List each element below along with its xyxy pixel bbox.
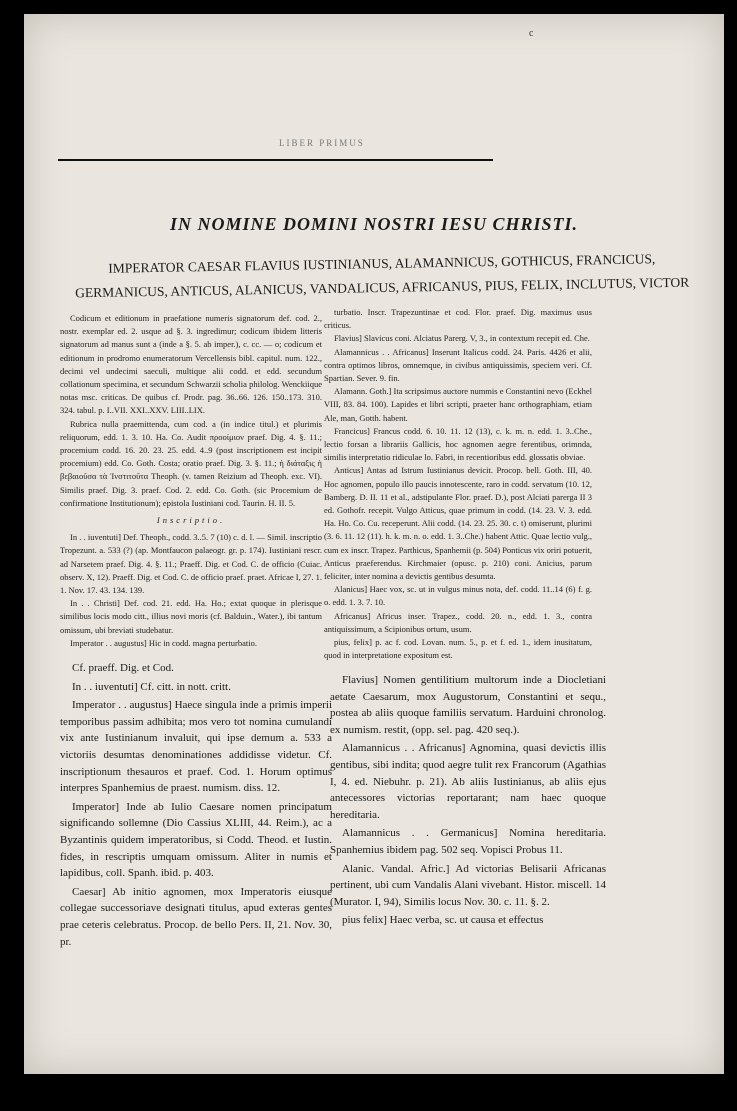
commentary-right-column (330, 672, 606, 931)
commentary-paragraph: Alanic. Vandal. Afric.] Ad victorias Belisarii Africanas pertinent, ubi cum Vandalis Alani vivebant. Histor. miscell. 14 (Murator. I, 94), Similis locus Nov. 30. c. 11. §. 2. (330, 862, 606, 908)
corner-mark: c (529, 28, 534, 39)
note-paragraph: Anticus] Antas ad Istrum Iustinianus devicit. Procop. bell. Goth. III, 40. Hoc agnomen, populo illo paucis innotescente, raro in codd. servatum (10. 12, Bamberg. D. II. 11 et al., adstipulante Flor. praef. D.), post Alciati parerga II 3 ed. Gothofr. recepit. Vulgo Atticus, quae primum in codd. (14. 23. V. 3. edd. Ha. Ho. Co. Cu. receperunt. Alii codd. (14. 23. 25. 30. c. t) omiserunt, plurimi (3. 6. 11. 12 (11). h. k. m. n. o. edd. 1. 3..Che.) habent Attic. Quae lectio vulg., cum ex inscr. Trapez. Parthicus, Spanhemii (p. 504) Ponticus vix oriri potuerit, Anticus praeferendus. Kirchmaier (opusc. p. 210) coni. Anicius, parum feliciter, inter nomina a devictis gentibus desumta. (324, 465, 592, 582)
note-paragraph: Alamann. Goth.] Ita scripsimus auctore nummis e Constantini nevo (Eckhel VIII, 83. 84. 100). Lapides et libri scripti, praeter hanc orthographiam, etiam Ale, man, Gotth. habent. (324, 386, 593, 423)
commentary-paragraph: Cf. praeff. Dig. et Cod. (72, 662, 174, 674)
commentary-paragraph: Flavius] Nomen gentilitium multorum inde a Diocletiani aetate Caesarum, mox Augustorum, Constantini et sequ., postea ab aliis quoque familiis servatum. Harduini chronolog. ex numism. restit, (opp. sel. pag. 420 seq.). (330, 674, 606, 736)
notes-right-column (324, 306, 592, 662)
running-head: LIBER PRIMUS (279, 138, 365, 148)
header-rule (58, 159, 493, 161)
note-paragraph: Africanus] Africus inser. Trapez., codd. 20. n., edd. 1. 3., contra antiquissimum, a Scipionibus ortum, usum. (324, 610, 592, 634)
commentary-paragraph: Caesar] Ab initio agnomen, mox Imperatoris eiusque collegae successoriave designati titulus, apud exteras gentes prae ceteris celebratus. Procop. de bello Pers. II, 21. Nov. 30, pr. (60, 885, 332, 948)
note-paragraph: turbatio. Inscr. Trapezuntinae et cod. Flor. praef. Dig. maximus usus criticus. (324, 307, 592, 331)
note-subheading: Inscriptio. (156, 515, 226, 526)
main-title: IN NOMINE DOMINI NOSTRI IESU CHRISTI. (169, 214, 579, 234)
note-paragraph: Codicum et editionum in praefatione numeris signatorum def. cod. 2., nostr. exemplar ed. 2. usque ad §. 3. ingredimur; codicum ibidem litteris signatorum ad manus sunt a (inde a §. 5. ab imper.), c. cc. — o; codicum et editionum in prodromo enumeratorum Vercellensis bibl. capitul. num. 122., decimi vel undecimi saeculi, multique alii codd. et edd. secundum collationum specimina, et secundum Schwarzii scholia philolog. Wenckiique notas msc. criticas. De quibus cf. Prodr. pag. 36..66. 126. 150..173. 310. 324. tabul. p. I..VII. XXI..XXV. LIII..LIX. (60, 313, 322, 416)
note-paragraph: Rubrica nulla praemittenda, cum cod. a (in indice titul.) et plurimis reliquorum, edd. 1. 3. 10. Ha. Co. Audit προοίμιον praef. Dig. 4. §. 11.; procemium codd. 16. 20. 23. 25. edd. 4..9 (post inscriptionem est incipit procemium) edd. Co. Goth. Costa; oratio praef. Dig. 3. §. 11.; ἡ διάταξις ἡ βεβαιοῦσα τὰ Ἰνστιτοῦτα Theoph. (v. tamen Reizium ad Theoph. exc. VI). Similis praef. Dig. 3. praef. Cod. 2. edd. Co. Goth. (sic Procemium de confirmatione Institutionum); epistola Iustiniani cod. Taurin. H. II. 5. (60, 418, 322, 508)
commentary-paragraph: pius felix] Haec verba, sc. ut causa et effectus (342, 914, 544, 927)
note-paragraph: Alanicus] Haec vox, sc. ut in vulgus minus nota, def. codd. 11..14 (6) f. g. o. edd. 1. 3. 7. 10. (324, 584, 592, 608)
commentary-paragraph: Alamannicus . . Africanus] Agnomina, quasi devictis illis gentibus, sibi indita; quod aegre tulit rex Francorum (Agathias I, 4. ed. Niebuhr. p. 21). Ab aliis Iustinianus, ab aliis ejus antecessores victorias reportarant; nam haec quoque hereditaria. (330, 742, 606, 821)
commentary-paragraph: Imperator] Inde ab Iulio Caesare nomen principatum significando sollemne (Dio Cassius XLIII, 44. Reim.), ac a Byzantinis quidem imperatoribus, si Codd. Theod. et Iustin. fides, in rescriptis umquam omissum. Aliter in numis et lapidibus, coll. Spanh. ibid. p. 403. (60, 800, 332, 880)
commentary-paragraph: Alamannicus . . Germanicus] Nomina hereditaria. Spanhemius ibidem pag. 502 seq. Vopisci Probus 11. (330, 827, 606, 856)
note-paragraph: Francicus] Francus codd. 6. 10. 11. 12 (13), c. k. m. n. edd. 1. 3..Che., lectio forsan a librariis Gallicis, hoc agnomen aegre ferentibus, orimnda, similis interpretatio ridiculae lo. Fabri, in recentioribus edd. glossatis obviae. (324, 425, 592, 463)
note-paragraph: pius, felix] p. ac f. cod. Lovan. num. 5., p. et f. ed. 1., idem inusitatum, quod in interpretatione expositum est. (324, 637, 592, 661)
note-paragraph: In . . iuventuti] Def. Theoph., codd. 3..5. 7 (10) c. d. l. — Simil. inscriptio Tropezunt. a. 533 (?) (ap. Montfaucon palaeogr. gr. p. 174). Iustiniani rescr. ad Narsetem praef. Dig. 4. §. 11.; Praeff. Dig. et Cod. C. de officio (Cuiac. observ. X, 12). Praeff. Dig. et Cod. C. de officio praef. praet. Africae I, 27. 1. 1. Nov. 17. 43. 134. 139. (60, 532, 322, 596)
page-sheet (24, 14, 724, 1074)
imperial-title: IMPERATOR CAESAR FLAVIUS IUSTINIANUS, ALAMANNICUS, GOTHICUS, FRANCICUS, GERMANICUS, ANTICUS, ALANICUS, VANDALICUS, AFRICANUS, PIUS, FELIX, INCLUTUS, VICTOR (75, 251, 690, 301)
note-paragraph: In . . Christi] Def. cod. 21. edd. Ha. Ho.; extat quoque in plerisque similibus locis modo citt., illius novi moris (cf. Balduin., Water.), ibi tantum omissum, ubi breviati studebatur. (60, 598, 322, 635)
notes-left-column (60, 312, 322, 650)
commentary-left-column (60, 660, 332, 952)
commentary-paragraph: In . . iuventuti] Cf. citt. in nott. critt. (72, 680, 231, 693)
note-paragraph: Imperator . . augustus] Hic in codd. magna perturbatio. (70, 637, 257, 648)
note-paragraph: Flavius] Slavicus coni. Alciatus Parerg. V, 3., in contextum recepit ed. Che. (334, 333, 590, 344)
commentary-paragraph: Imperator . . augustus] Haece singula inde a primis imperii temporibus passim adhibita; mos vero tot nomina cumulandi vix ante Iustinianum invaluit, qui ipse demum a. 533 a victoriis desumtas denominationes addidisse videtur. Cf. inscriptionum thesauros et praef. Cod. 1. Horum optimus interpres Spanhemius de praest. numism. diss. 12. (60, 699, 332, 795)
note-paragraph: Alamannicus . . Africanus] Inserunt Italicus codd. 24. Paris. 4426 et alii, contra optimos libros, omnemque, in civibus antiquissimis, speciem veri. Cf. Spartian. Sever. 9. fin. (324, 346, 592, 384)
